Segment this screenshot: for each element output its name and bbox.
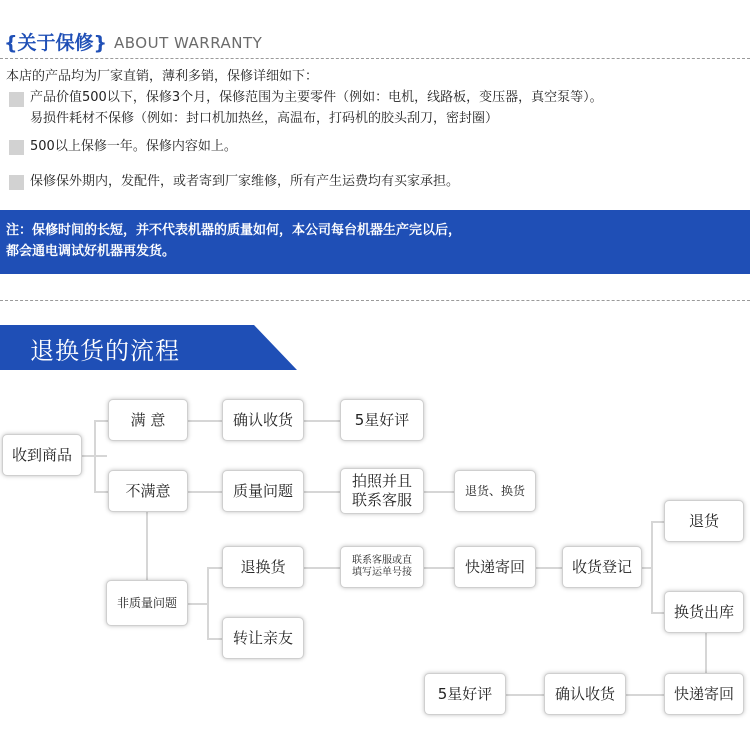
bullet-square-icon <box>9 92 24 107</box>
connector <box>304 491 340 493</box>
flow-node-return-exchange: 退货、换货 <box>454 470 536 512</box>
warranty-item-line: 500以上保修一年。保修内容如上。 <box>30 139 237 154</box>
flow-node-confirm-receipt-final: 确认收货 <box>544 673 626 715</box>
warranty-item-line: 保修保外期内，发配件，或者寄到厂家维修，所有产生运费均有买家承担。 <box>30 174 460 189</box>
connector <box>146 512 148 580</box>
connector <box>304 567 340 569</box>
flow-node-photo-contact: 拍照并且 联系客服 <box>340 468 424 514</box>
connector <box>207 567 222 569</box>
warranty-item-line: 易损件耗材不保修（例如：封口机加热丝，高温布，打码机的胶头刮刀，密封圈） <box>30 111 499 126</box>
divider <box>0 300 750 301</box>
connector <box>651 521 653 613</box>
connector <box>188 420 222 422</box>
flow-node-five-star-rating: 5星好评 <box>340 399 424 441</box>
flow-node-express-send: 快递寄回 <box>664 673 744 715</box>
connector <box>207 567 209 639</box>
connector <box>94 420 108 422</box>
connector <box>304 420 340 422</box>
connector <box>188 603 208 605</box>
notice-line: 注：保修时间的长短，并不代表机器的质量如何，本公司每台机器生产完以后， <box>6 223 462 238</box>
flow-node-quality-issue: 质量问题 <box>222 470 304 512</box>
connector <box>705 633 707 673</box>
warranty-item-line: 产品价值500以下，保修3个月，保修范围为主要零件（例如：电机，线路板，变压器，真空泵等）。 <box>30 90 603 105</box>
flow-node-express-return: 快递寄回 <box>454 546 536 588</box>
divider <box>0 58 750 59</box>
connector <box>188 491 222 493</box>
section-title-en: ABOUT WARRANTY <box>114 34 263 52</box>
warranty-item <box>30 136 237 157</box>
connector <box>651 521 664 523</box>
section-title-cn: {关于保修} <box>4 32 108 54</box>
connector <box>651 612 664 614</box>
flow-node-receive: 收到商品 <box>2 434 82 476</box>
connector <box>536 567 562 569</box>
notice-line: 都会通电调试好机器再发货。 <box>6 244 176 259</box>
connector <box>424 567 454 569</box>
flow-node-contact-service: 联系客服或直 填写运单号接 <box>340 546 424 588</box>
flow-node-five-star-rating-final: 5星好评 <box>424 673 506 715</box>
notice-text <box>6 220 461 262</box>
connector <box>94 420 96 492</box>
flow-node-satisfied: 满 意 <box>108 399 188 441</box>
flow-node-receipt-registration: 收货登记 <box>562 546 642 588</box>
flow-node-unsatisfied: 不满意 <box>108 470 188 512</box>
flow-node-transfer: 转让亲友 <box>222 617 304 659</box>
flow-node-exchange-ship: 换货出库 <box>664 591 744 633</box>
connector <box>207 638 222 640</box>
warranty-item <box>30 87 603 129</box>
flow-node-confirm-receipt: 确认收货 <box>222 399 304 441</box>
connector <box>424 491 454 493</box>
flow-node-non-quality-issue: 非质量问题 <box>106 580 188 626</box>
flow-node-refund: 退货 <box>664 500 744 542</box>
bullet-square-icon <box>9 140 24 155</box>
flow-node-return-or-exchange: 退换货 <box>222 546 304 588</box>
connector <box>626 694 664 696</box>
connector <box>506 694 544 696</box>
flow-title: 退换货的流程 <box>30 337 180 365</box>
warranty-intro: 本店的产品均为厂家直销，薄利多销，保修详细如下： <box>6 69 319 84</box>
bullet-square-icon <box>9 175 24 190</box>
connector <box>94 491 108 493</box>
warranty-item <box>30 171 459 192</box>
